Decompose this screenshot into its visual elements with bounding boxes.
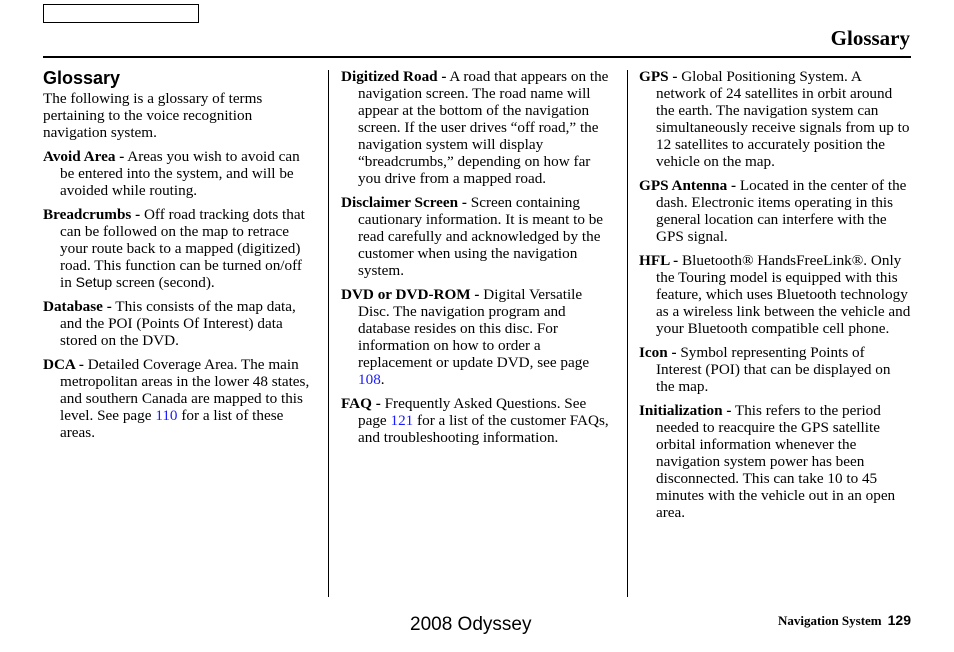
entry-definition: A road that appears on the navigation screen. The road name will appear at the bottom of the navigation screen. If the user drives “off road,” the navigation system will display “breadcrumbs,” depending on how far you drive from a mapped road.: [358, 68, 609, 187]
entry-term: DVD or DVD-ROM -: [341, 286, 480, 303]
header-divider: [43, 56, 911, 58]
entry-definition: This consists of the map data, and the POI (Points Of Interest) data stored on the DVD.: [60, 298, 296, 349]
footer-section-name: Navigation System: [778, 613, 882, 628]
glossary-entry-hfl: [639, 252, 911, 337]
page-link-108[interactable]: 108: [358, 371, 381, 388]
entry-definition-end: for a list of these areas.: [60, 407, 284, 441]
glossary-entry-initialization: [639, 402, 911, 521]
entry-term: GPS -: [639, 68, 678, 85]
glossary-entry-breadcrumbs: [43, 206, 316, 291]
page-link-121[interactable]: 121: [390, 412, 414, 429]
glossary-entry-dvd: [341, 286, 613, 388]
page-link-110[interactable]: 110: [155, 407, 178, 424]
column-divider-left: [328, 70, 329, 597]
page-number: 129: [887, 612, 911, 628]
footer-page-info: [778, 612, 911, 629]
entry-term: DCA -: [43, 356, 84, 373]
glossary-entry-gps-antenna: [639, 177, 911, 245]
entry-definition: Digital Versatile Disc. The navigation program and database resides on this disc. For information on how to order a replacement or update DVD, see page: [358, 286, 590, 371]
entry-definition: Located in the center of the dash. Electronic items operating in this general location can interfere with the GPS signal.: [656, 177, 907, 245]
entry-term: GPS Antenna -: [639, 177, 737, 194]
entry-definition: Symbol representing Points of Interest (POI) that can be displayed on the map.: [656, 344, 891, 395]
entry-definition: Off road tracking dots that can be followed on the map to retrace your route back to a mapped (digitized) road. This function can be turned on/off in: [60, 206, 305, 291]
column-3: [639, 68, 911, 528]
entry-term: Digitized Road -: [341, 68, 447, 85]
section-intro: The following is a glossary of terms pertaining to the voice recognition navigation system.: [43, 90, 263, 141]
section-heading: Glossary: [43, 68, 121, 88]
glossary-entry-faq: [341, 395, 613, 446]
footer-model-name: 2008 Odyssey: [410, 614, 532, 635]
glossary-entry-digitized-road: [341, 68, 613, 187]
glossary-entry-avoid-area: [43, 148, 316, 199]
glossary-entry-gps: [639, 68, 911, 170]
glossary-entry-disclaimer-screen: [341, 194, 613, 279]
glossary-entry-dca: [43, 356, 316, 441]
column-divider-right: [627, 70, 628, 597]
entry-term: Breadcrumbs -: [43, 206, 141, 223]
entry-definition: Bluetooth® HandsFreeLink®. Only the Touring model is equipped with this feature, which uses Bluetooth technology as a wireless link between the vehicle and your Bluetooth compatible cell phone.: [656, 252, 911, 337]
column-1: [43, 68, 316, 448]
header-tab-box: [43, 4, 199, 23]
entry-definition: Frequently Asked Questions. See page: [358, 395, 587, 429]
glossary-entry-icon: [639, 344, 911, 395]
glossary-entry-database: [43, 298, 316, 349]
entry-term: Initialization -: [639, 402, 732, 419]
entry-term: Database -: [43, 298, 112, 315]
entry-definition-end: screen (second).: [112, 274, 215, 291]
column-2: [341, 68, 613, 453]
entry-definition-end: for a list of the customer FAQs, and troubleshooting information.: [358, 412, 609, 446]
entry-term: Avoid Area -: [43, 148, 125, 165]
entry-term: HFL -: [639, 252, 679, 269]
setup-screen-label: Setup: [75, 274, 113, 290]
entry-term: Disclaimer Screen -: [341, 194, 467, 211]
entry-definition: Areas you wish to avoid can be entered into the system, and will be avoided while routing.: [60, 148, 300, 199]
entry-definition: Screen containing cautionary information. It is meant to be read carefully and acknowledged by the customer when using the navigation system.: [358, 194, 604, 279]
entry-term: Icon -: [639, 344, 677, 361]
entry-definition: This refers to the period needed to reacquire the GPS satellite orbital information whenever the navigation system power has been disconnected. This can take 10 to 45 minutes with the vehicle out in an open area.: [656, 402, 896, 521]
page-title: Glossary: [830, 26, 910, 50]
entry-definition: Global Positioning System. A network of 24 satellites in orbit around the earth. The navigation system can simultaneously receive signals from up to 12 satellites to accurately position the vehicle on the map.: [656, 68, 910, 170]
entry-definition: Detailed Coverage Area. The main metropolitan areas in the lower 48 states, and southern Canada are mapped to this level. See page: [60, 356, 310, 424]
entry-definition-end: .: [380, 371, 385, 388]
entry-term: FAQ -: [341, 395, 381, 412]
